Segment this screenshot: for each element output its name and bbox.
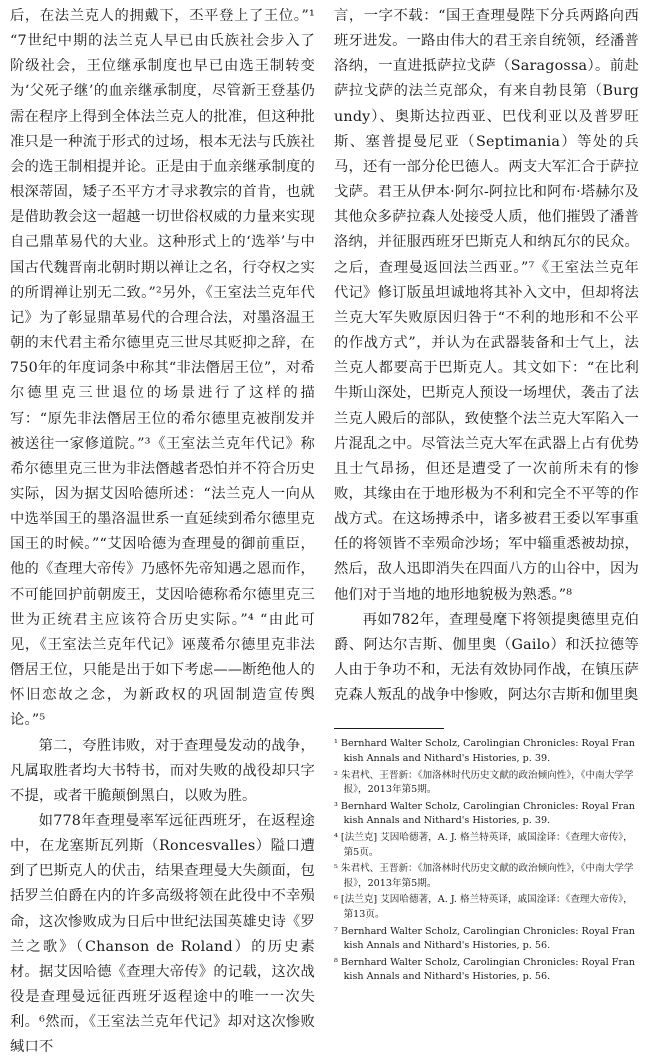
- footnote: ⁵ 朱君杙、王晋新：《加洛林时代历史文献的政治倾向性》，《中南大学学报》，2013年第5期。: [334, 863, 634, 889]
- left-column: [10, 4, 315, 1061]
- footnote: ⁴ [法兰克] 艾因哈德著，A. J. 格兰特英译，戚国淦译：《查理大帝传》，第5页。: [334, 831, 633, 858]
- right-column: [334, 4, 639, 987]
- footnote: ¹ Bernhard Walter Scholz, Carolingian Chronicles: Royal Frankish Annals and Nithard's Histories, p. 39.: [334, 738, 635, 764]
- footnotes-section: [334, 728, 639, 985]
- paragraph: 第二，夸胜讳败，对于查理曼发动的战争，凡属取胜者均大书特书，而对失败的战役却只字不提，或者干脆颠倒黑白，以败为胜。: [10, 737, 315, 804]
- footnote: ⁶ [法兰克] 艾因哈德著，A. J. 格兰特英译，戚国淦译：《查理大帝传》，第13页。: [334, 894, 633, 920]
- paragraph: 如778年查理曼率军远征西班牙，在返程途中，在龙塞斯瓦列斯（Roncesvalles）隘口遭到了巴斯克人的伏击，结果查理曼大失颜面，包括罗兰伯爵在内的许多高级将领在此役中不幸殒命，这次惨败成为日后中世纪法国英雄史诗《罗兰之歌》（Chanson de Roland）的历史素材。据艾因哈德《查理大帝传》的记载，这次战役是查理曼远征西班牙返程途中的唯一一次失利。⁶然而，《王室法兰克年代记》却对这次惨败缄口不: [10, 813, 315, 1056]
- footnote: ⁸ Bernhard Walter Scholz, Carolingian Chronicles: Royal Frankish Annals and Nithard's Histories, p. 56.: [334, 956, 635, 983]
- footnote: ³ Bernhard Walter Scholz, Carolingian Chronicles: Royal Frankish Annals and Nithard's Histories, p. 39.: [334, 800, 635, 827]
- footnote: ⁷ Bernhard Walter Scholz, Carolingian Chronicles: Royal Frankish Annals and Nithard's Histories, p. 56.: [334, 925, 635, 952]
- paragraph: 言，一字不载：“国王查理曼陛下分兵两路向西班牙进发。一路由伟大的君王亲自统领，经潘普洛纳，一直进抵萨拉戈萨（Saragossa）。前赴萨拉戈萨的法兰克部众，有来自勃艮第（Burgundy）、奥斯达拉西亚、巴伐利亚以及普罗旺斯、塞普提曼尼亚（Septimania）等处的兵马，还有一部分伦巴德人。两支大军汇合于萨拉戈萨。君王从伊本·阿尔-阿拉比和阿布·塔赫尔及其他众多萨拉森人处接受人质，他们摧毁了潘普洛纳，并征服西班牙巴斯克人和纳瓦尔的民众。之后，查理曼返回法兰西亚。”⁷《王室法兰克年代记》修订版虽坦诚地将其补入文中，但却将法兰克大军失败原因归咎于“不利的地形和不公平的作战方式”，并认为在武器装备和士气上，法兰克人都要高于巴斯克人。其文如下：“在比利牛斯山深处，巴斯克人预设一场埋伏，袭击了法兰克人殿后的部队，致使整个法兰克大军陷入一片混乱之中。尽管法兰克大军在武器上占有优势且士气昂扬，但还是遭受了一次前所未有的惨败，其缘由在于地形极为不利和完全不平等的作战方式。在这场搏杀中，诸多被君王委以军事重任的将领皆不幸殒命沙场；军中辎重悉被劫掠，然后，敌人迅即消失在四面八方的山谷中，因为他们对于当地的地形地貌极为熟悉。”⁸: [334, 8, 639, 603]
- footnote-divider: [334, 728, 444, 729]
- paragraph: 再如782年，查理曼麾下将领提奥德里克伯爵、阿达尔吉斯、伽里奥（Gailo）和沃拉德等人由于争功不和，无法有效协同作战，在镇压萨克森人叛乱的战争中惨败，阿达尔吉斯和伽里奥: [334, 611, 639, 704]
- paragraph: 后，在法兰克人的拥戴下，丕平登上了王位。”¹ “7世纪中期的法兰克人早已由氏族社会步入了阶级社会，王位继承制度也早已由选王制转变为‘父死子继’的血亲继承制度，尽管新王登基仍需在程序上得到全体法兰克人的批准，但这种批准只是一种流于形式的过场，根本无法与氏族社会的选王制相提并论。正是由于血亲继承制度的根深蒂固，矮子丕平方才寻求教宗的首肯，也就是借助教会这一超越一切世俗权威的力量来实现自己鼎革易代的大业。这种形式上的‘选举’与中国古代魏晋南北朝时期以禅让之名，行夺权之实的所谓禅让别无二致。”²另外，《王室法兰克年代记》为了彰显鼎革易代的合理合法，对墨洛温王朝的末代君主希尔德里克三世尽其贬抑之辞，在750年的年度词条中称其“非法僭居王位”，对希尔德里克三世退位的场景进行了这样的描写：“原先非法僭居王位的希尔德里克被削发并被送往一家修道院。”³《王室法兰克年代记》称希尔德里克三世为非法僭越者恐怕并不符合历史实际，因为据艾因哈德所述：“法兰克人一向从中选举国王的墨洛温世系一直延续到希尔德里克国王的时候。”“艾因哈德为查理曼的御前重臣，他的《查理大帝传》乃感怀先帝知遇之恩而作，不可能回护前朝废王，艾因哈德称希尔德里克三世为正统君主应该符合历史实际。”⁴ “由此可见，《王室法兰克年代记》诬蔑希尔德里克非法僭居王位，只能是出于如下考虑——断绝他人的怀旧恋故之念，为新政权的巩固制造宣传舆论。”⁵: [10, 8, 315, 729]
- footnote: ² 朱君杙、王晋新：《加洛林时代历史文献的政治倾向性》，《中南大学学报》，2013年第5期。: [334, 769, 634, 796]
